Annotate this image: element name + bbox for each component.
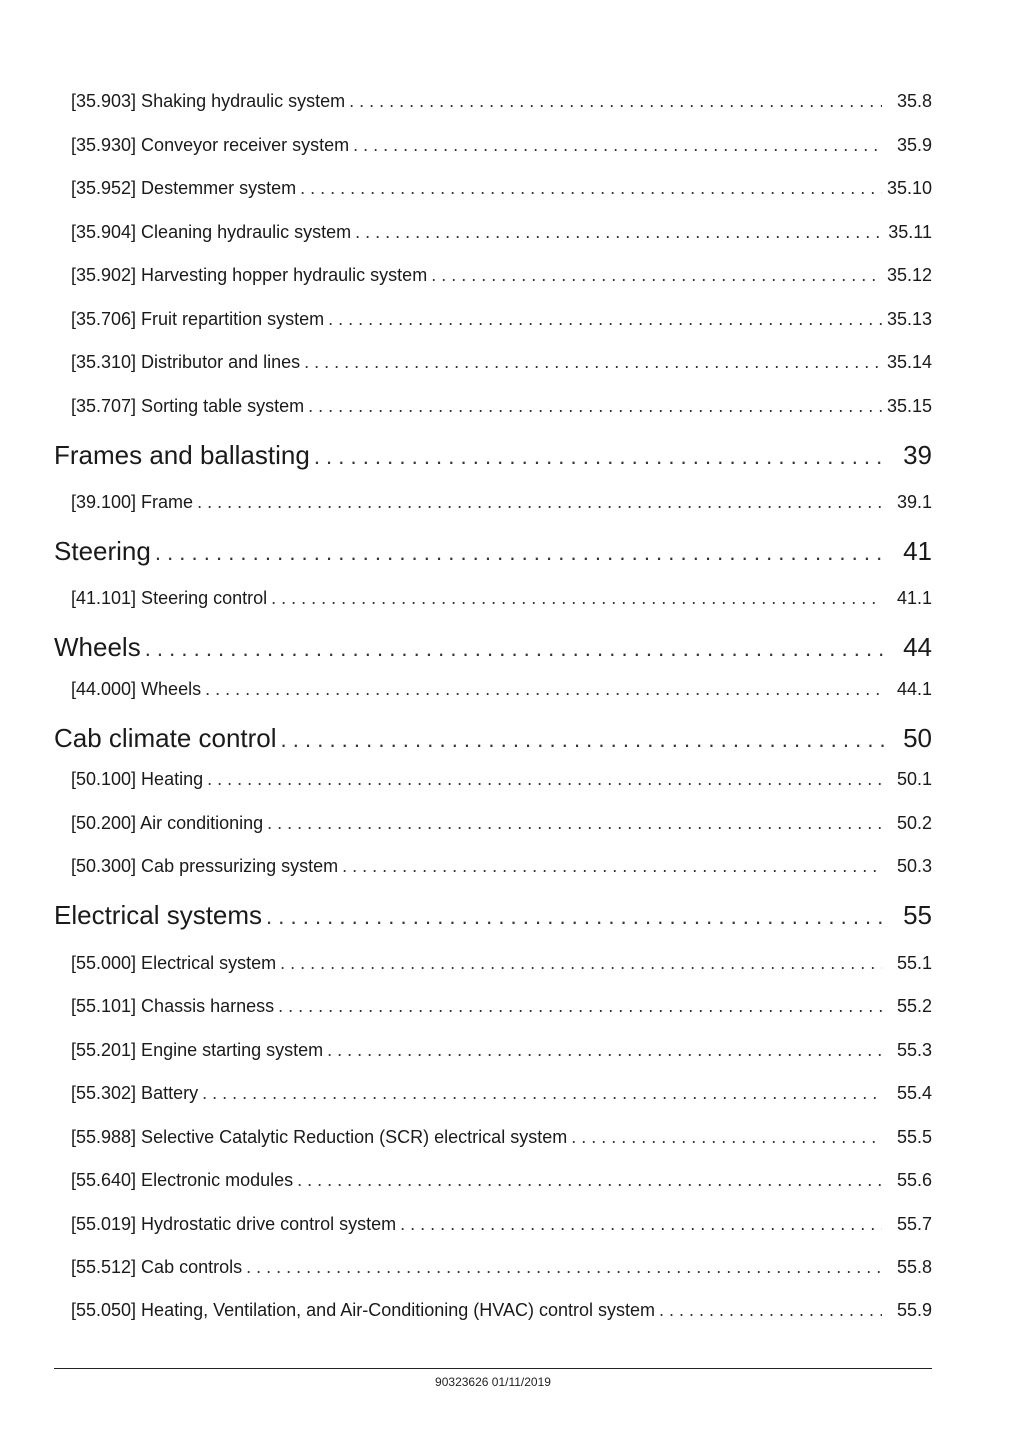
toc-entry-page: 35.15 [886,396,932,416]
toc-entry-page: 35.10 [886,178,932,198]
toc-entry-title: [55.019] Hydrostatic drive control system [71,1214,397,1234]
toc-entry-page: 50.2 [896,813,932,833]
toc-entry-page: 35.11 [888,222,932,242]
toc-entry[interactable] [71,263,932,287]
toc-entry-title: [55.640] Electronic modules [71,1170,294,1190]
toc-entry-title: [35.930] Conveyor receiver system [71,135,350,155]
footer-document-id: 90323626 01/11/2019 [435,1375,551,1389]
leader-dots [274,994,882,1018]
toc-entry-title: [50.200] Air conditioning [71,813,264,833]
toc-entry[interactable] [71,767,932,791]
toc-chapter-title: Cab climate control [54,723,277,753]
toc-entry-page: 35.9 [896,135,932,155]
leader-dots [267,586,882,610]
toc-chapter-page: 39 [903,440,932,470]
toc-entry-page: 35.14 [886,352,932,372]
toc-entry-page: 55.6 [896,1170,932,1190]
leader-dots [349,133,882,157]
leader-dots [198,1081,882,1105]
toc-entry-page: 44.1 [896,679,932,699]
leader-dots [276,951,882,975]
toc-entry-title: [35.902] Harvesting hopper hydraulic system [71,265,428,285]
toc-chapter[interactable] [54,721,932,755]
toc-chapter-title: Wheels [54,632,141,662]
leader-dots [203,767,882,791]
toc-entry-title: [55.302] Battery [71,1083,199,1103]
toc-chapter-title: Frames and ballasting [54,440,310,470]
toc-entry-title: [55.201] Engine starting system [71,1040,324,1060]
toc-chapter-page: 55 [903,900,932,930]
leader-dots [396,1212,882,1236]
toc-entry-title: [39.100] Frame [71,492,194,512]
toc-entry-title: [35.310] Distributor and lines [71,352,301,372]
toc-chapter-page: 50 [903,723,932,753]
toc-entry[interactable] [71,1168,932,1192]
toc-entry[interactable] [71,350,932,374]
toc-entry[interactable] [71,133,932,157]
toc-entry-page: 50.1 [896,769,932,789]
leader-dots [323,1038,882,1062]
leader-dots [296,176,882,200]
leader-dots [351,220,882,244]
toc-entry-title: [35.903] Shaking hydraulic system [71,91,346,111]
toc-entry[interactable] [71,220,932,244]
toc-entry-page: 55.2 [896,996,932,1016]
toc-chapter[interactable] [54,534,932,568]
toc-chapter-title: Electrical systems [54,900,263,930]
toc-entry-title: [41.101] Steering control [71,588,268,608]
toc-entry-page: 50.3 [896,856,932,876]
toc-entry-page: 55.8 [896,1257,932,1277]
leader-dots [300,350,882,374]
toc-entry[interactable] [71,1125,932,1149]
toc-entry-title: [35.707] Sorting table system [71,396,305,416]
leader-dots [262,898,886,932]
toc-entry-page: 55.1 [896,953,932,973]
toc-entry[interactable] [71,1212,932,1236]
toc-chapter-page: 44 [903,632,932,662]
toc-entry-title: [35.952] Destemmer system [71,178,297,198]
leader-dots [655,1298,882,1322]
toc-entry[interactable] [71,1298,932,1322]
leader-dots [345,89,882,113]
toc-chapter-page: 41 [903,536,932,566]
toc-entry-title: [35.706] Fruit repartition system [71,309,325,329]
leader-dots [193,490,882,514]
toc-entry-page: 35.8 [896,91,932,111]
leader-dots [277,721,886,755]
toc-entry[interactable] [71,951,932,975]
toc-entry[interactable] [71,1255,932,1279]
toc-entry-page: 55.7 [896,1214,932,1234]
toc-entry[interactable] [71,586,932,610]
toc-entry-page: 35.13 [886,309,932,329]
toc-entry[interactable] [71,307,932,331]
toc-entry-title: [55.988] Selective Catalytic Reduction (SCR) electrical system [71,1127,568,1147]
toc-entry[interactable] [71,89,932,113]
leader-dots [151,534,886,568]
toc-entry-page: 35.12 [886,265,932,285]
leader-dots [263,811,882,835]
leader-dots [141,630,886,664]
leader-dots [310,438,886,472]
toc-entry-title: [55.050] Heating, Ventilation, and Air-Conditioning (HVAC) control system [71,1300,655,1320]
toc-entry[interactable] [71,854,932,878]
leader-dots [567,1125,882,1149]
toc-entry-page: 55.3 [896,1040,932,1060]
toc-entry[interactable] [71,994,932,1018]
toc-chapter[interactable] [54,630,932,664]
toc-entry-page: 41.1 [896,588,932,608]
toc-entry[interactable] [71,1038,932,1062]
leader-dots [201,677,882,701]
toc-entry-title: [55.101] Chassis harness [71,996,275,1016]
leader-dots [242,1255,882,1279]
toc-entry[interactable] [71,176,932,200]
toc-entry-page: 39.1 [896,492,932,512]
toc-entry[interactable] [71,811,932,835]
toc-entry[interactable] [71,394,932,418]
toc-entry-page: 55.9 [896,1300,932,1320]
toc-entry[interactable] [71,490,932,514]
toc-chapter[interactable] [54,438,932,472]
footer-divider [54,1368,932,1369]
toc-entry[interactable] [71,677,932,701]
leader-dots [324,307,882,331]
toc-chapter[interactable] [54,898,932,932]
leader-dots [304,394,882,418]
leader-dots [338,854,882,878]
toc-entry-title: [50.100] Heating [71,769,204,789]
toc-entry-title: [35.904] Cleaning hydraulic system [71,222,352,242]
toc-entry-page: 55.4 [896,1083,932,1103]
leader-dots [427,263,882,287]
toc-entry-title: [55.000] Electrical system [71,953,277,973]
toc-chapter-title: Steering [54,536,151,566]
toc-entry[interactable] [71,1081,932,1105]
toc-entry-title: [44.000] Wheels [71,679,202,699]
toc-entry-title: [50.300] Cab pressurizing system [71,856,339,876]
leader-dots [293,1168,882,1192]
toc-entry-page: 55.5 [896,1127,932,1147]
toc-entry-title: [55.512] Cab controls [71,1257,243,1277]
